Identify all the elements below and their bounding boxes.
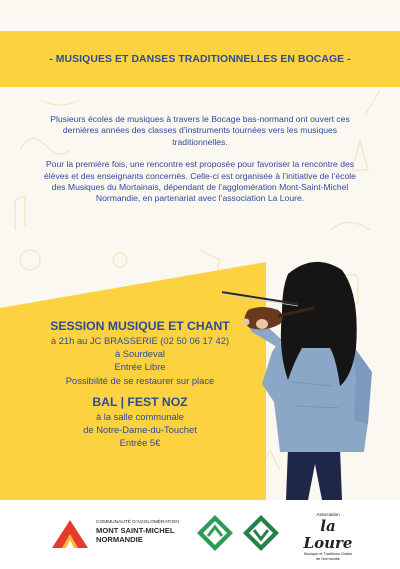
bal-price: Entrée 5€ [119, 437, 161, 449]
photo-violinist [222, 252, 400, 500]
sponsor-logos [0, 500, 400, 569]
agglo-name-1: MONT SAINT-MICHEL [96, 526, 175, 535]
bal-town: de Notre-Dame-du-Touchet [83, 424, 197, 436]
la-loure-assoc: Association [316, 512, 340, 517]
bal-title: BAL | FEST NOZ [92, 394, 188, 409]
intro-paragraph-1: Plusieurs écoles de musiques à travers le Bocage bas-normand ont ouvert ces dernières années des classes d’instruments tournées vers les musiques traditionnelles. [50, 114, 350, 147]
bal-venue: à la salle communale [95, 410, 185, 422]
agglo-name-2: NORMANDIE [96, 535, 143, 544]
session-time-place: à 21h au JC BRASSERIE (02 50 06 17 42) [50, 335, 230, 346]
agglo-logo [48, 516, 198, 550]
green-diamond-logo-2 [242, 514, 280, 552]
agglo-triangle-logo [48, 516, 92, 550]
la-loure-sub-2: de Normandie [316, 557, 340, 561]
intro-paragraph-2: Pour la première fois, une rencontre est proposée pour favoriser la rencontre des élèves et des enseignants concernés. Celle-ci est organisée à l’initiative de l’école des Musiques du Mortainais, dépendant de l’agglomération Mont-Saint-Michel Normandie, en partenariat avec l’association La Loure. [44, 159, 356, 204]
green-diamond-logo [196, 514, 234, 552]
session-entry: Entrée Libre [114, 361, 166, 373]
session-food: Possibilité de se restaurer sur place [65, 374, 215, 386]
poster-title: - MUSIQUES ET DANSES TRADITIONNELLES EN BOCAGE - [49, 53, 351, 65]
la-loure-sub-1: Musique et Traditions Orales [303, 552, 353, 556]
agglo-label: COMMUNAUTÉ D’AGGLOMÉRATION [96, 520, 179, 525]
session-town: à Sourdeval [114, 348, 166, 360]
la-loure-name: la Loure [303, 517, 353, 552]
session-title: SESSION MUSIQUE ET CHANT [50, 319, 230, 333]
la-loure-logo [296, 512, 360, 561]
